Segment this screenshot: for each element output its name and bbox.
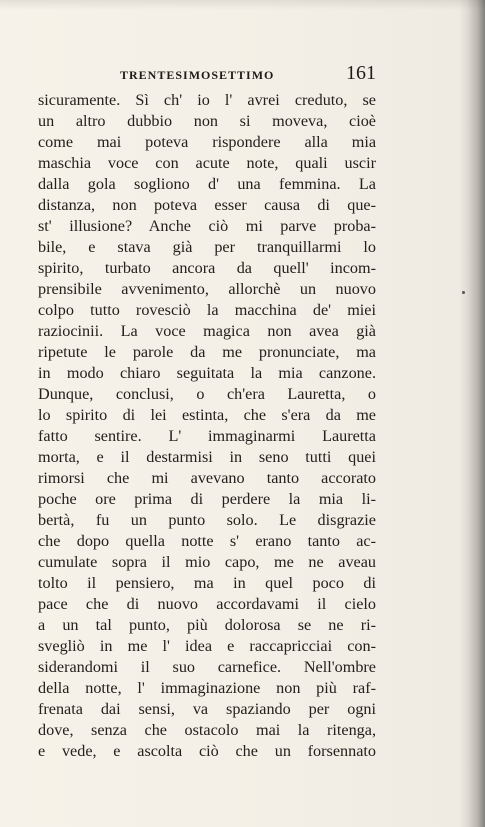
scan-shadow-right — [459, 0, 485, 827]
text-line: bertà, fu un punto solo. Le disgrazie — [38, 511, 376, 529]
text-line: siderandomi il suo carnefice. Nell'ombre — [38, 658, 376, 676]
text-line: lo spirito di lei estinta, che s'era da me — [38, 406, 376, 424]
text-line: rimorsi che mi avevano tanto accorato — [38, 469, 376, 487]
paper-speck — [462, 291, 465, 294]
text-line: che dopo quella notte s' erano tanto ac- — [38, 532, 376, 550]
scan-shadow-top — [0, 0, 485, 10]
text-line: prensibile avvenimento, allorchè un nuovo — [38, 280, 376, 298]
text-line: spirito, turbato ancora da quell' incom- — [38, 259, 376, 277]
running-head: TRENTESIMOSETTIMO — [120, 68, 275, 82]
text-line: colpo tutto rovesciò la macchina de' miei — [38, 301, 376, 319]
text-line: svegliò in me l' idea e raccapricciai con- — [38, 637, 376, 655]
text-line: cumulate sopra il mio capo, me ne aveau — [38, 553, 376, 571]
text-line: maschia voce con acute note, quali uscir — [38, 154, 376, 172]
text-line: dalla gola sogliono d' una femmina. La — [38, 175, 376, 193]
text-line: sicuramente. Sì ch' io l' avrei creduto, se — [38, 91, 376, 109]
page-number: 161 — [346, 62, 376, 84]
text-line: e vede, e ascolta ciò che un forsennato — [38, 742, 376, 760]
text-line: come mai poteva rispondere alla mia — [38, 133, 376, 151]
text-line: tolto il pensiero, ma in quel poco di — [38, 574, 376, 592]
text-line: frenata dai sensi, va spaziando per ogni — [38, 700, 376, 718]
text-line: fatto sentire. L' immaginarmi Lauretta — [38, 427, 376, 445]
text-line: dove, senza che ostacolo mai la ritenga, — [38, 721, 376, 739]
text-line: Dunque, conclusi, o ch'era Lauretta, o — [38, 385, 376, 403]
text-line: pace che di nuovo accordavami il cielo — [38, 595, 376, 613]
text-line: distanza, non poteva esser causa di que- — [38, 196, 376, 214]
text-line: un altro dubbio non si moveva, cioè — [38, 112, 376, 130]
text-line: a un tal punto, più dolorosa se ne ri- — [38, 616, 376, 634]
text-line: ripetute le parole da me pronunciate, ma — [38, 343, 376, 361]
page-header — [38, 62, 376, 88]
text-line: bile, e stava già per tranquillarmi lo — [38, 238, 376, 256]
text-line: della notte, l' immaginazione non più raf- — [38, 679, 376, 697]
text-line: morta, e il destarmisi in seno tutti quei — [38, 448, 376, 466]
text-line: in modo chiaro seguitata la mia canzone. — [38, 364, 376, 382]
text-line: raziocinii. La voce magica non avea già — [38, 322, 376, 340]
text-line: st' illusione? Anche ciò mi parve proba- — [38, 217, 376, 235]
text-line: poche ore prima di perdere la mia li- — [38, 490, 376, 508]
body-text — [38, 90, 376, 762]
